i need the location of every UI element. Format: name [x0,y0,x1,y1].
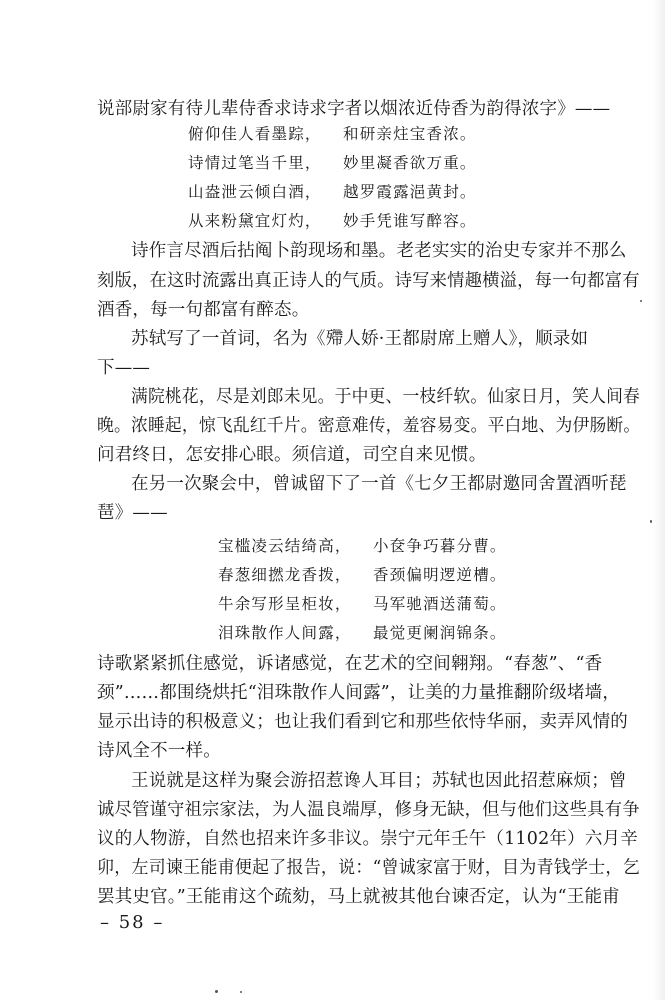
poem-verse: 春葱细撚龙香拨， [218,566,352,584]
scan-speck [240,991,242,993]
text-line: 刻版，在这时流露出真正诗人的气质。诗写来情趣横溢，每一句都富有 [97,271,640,291]
scan-edge-shadow [653,0,665,1000]
text-line: 罢其史官。”王能甫这个疏劾，马上就被其他台谏否定，认为“王能甫 [97,887,620,907]
poem-verse: 马军驰酒送蒲萄。 [373,595,507,613]
poem-line [188,153,477,173]
text-line: 诚尽管谨守祖宗家法，为人温良端厚，修身无缺，但与他们这些具有争 [97,800,640,820]
text-line: 颈”……都围绕烘托“泪珠散作人间露”，让美的力量推翻阶级堵墙， [97,683,621,703]
text-line: 王说就是这样为聚会游招惹谗人耳目；苏轼也因此招惹麻烦；曾 [131,771,627,791]
poem-line [218,623,507,643]
text-line: 在另一次聚会中，曾诚留下了一首《七夕王都尉邀同舍置酒听琵 [131,474,627,494]
poem-verse: 小奁争巧暮分曹。 [373,537,507,555]
poem-line [218,565,507,585]
page-number: – 58 – [100,912,165,933]
poem-line [218,594,507,614]
poem-line [218,536,507,556]
poem-verse: 最觉更阑润锦条。 [373,624,507,642]
text-line: 卯，左司谏王能甫便起了报告，说：“曾诚家富于财，目为青钱学士，乞 [97,858,640,878]
poem-verse: 泪珠散作人间露， [218,624,352,642]
poem-verse: 山盎泄云倾白酒， [188,183,322,201]
poem-verse: 俯仰佳人看墨踪， [188,125,322,143]
scan-speck [640,300,642,302]
poem-line [188,182,477,202]
poem-verse: 妙里凝香欲万重。 [343,154,477,172]
text-line: 琶》—— [97,503,168,523]
poem-verse: 香颈偏明逻逆槽。 [373,566,507,584]
poem-verse: 诗情过笔当千里， [188,154,322,172]
poem-verse: 从来粉黛宜灯灼， [188,212,322,230]
text-line: 酒香，每一句都富有醉态。 [97,300,310,320]
text-line: 诗歌紧紧抓住感觉，诉诸感觉，在艺术的空间翱翔。“春葱”、“香 [97,654,603,674]
text-line: 问君终日，怎安排心眼。须信道，司空自来见惯。 [97,445,487,465]
text-line: 满院桃花，尽是刘郎未见。于中更、一枝纤软。仙家日月，笑人间春 [131,387,640,407]
poem-verse: 妙手凭谁写醉容。 [343,212,477,230]
text-line: 议的人物游，自然也招来许多非议。崇宁元年壬午（1102年）六月辛 [97,829,638,849]
text-line: 晚。浓睡起，惊飞乱红千片。密意难传，羞容易变。平白地、为伊肠断。 [97,416,641,436]
text-line: 下—— [97,358,151,378]
scan-speck [215,990,218,993]
poem-line [188,211,477,231]
text-line: 诗作言尽酒后拈阄卜韵现场和墨。老老实实的治史专家并不那么 [131,241,627,261]
poem-verse: 牛余写形呈柜妆， [218,595,352,613]
text-line: 显示出诗的积极意义；也让我们看到它和那些依恃华丽，卖弄风情的 [97,712,628,732]
poem-verse: 越罗霞露浥黄封。 [343,183,477,201]
text-line: 苏轼写了一首词，名为《殢人娇·王都尉席上赠人》，顺录如 [131,329,589,349]
poem-verse: 宝槛凌云结绮高， [218,537,352,555]
text-line: 说部尉家有待儿辈侍香求诗求字者以烟浓近侍香为韵得浓字》—— [97,99,611,119]
poem-verse: 和研亲炷宝香浓。 [343,125,477,143]
text-line: 诗风全不一样。 [97,741,221,761]
poem-line [188,124,477,144]
scan-speck [650,520,652,523]
